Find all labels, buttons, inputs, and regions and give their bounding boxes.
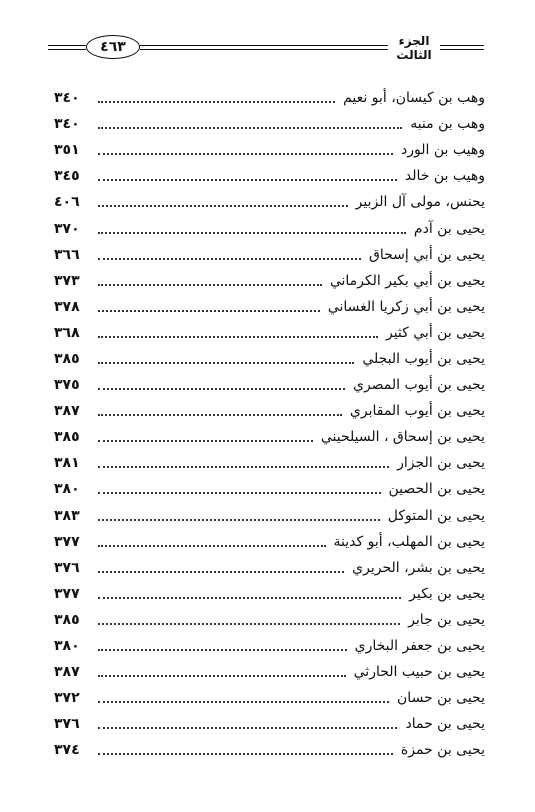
entry-name: يحيى بن حبيب الحارثي bbox=[353, 664, 485, 681]
index-entry bbox=[54, 711, 485, 737]
entry-name: وهيب بن الورد bbox=[401, 142, 485, 159]
index-entry bbox=[54, 85, 485, 111]
dot-leader bbox=[98, 205, 348, 207]
entry-page-number: ٣٧٣ bbox=[54, 272, 80, 289]
entry-page-number: ٣٨٥ bbox=[54, 611, 80, 628]
dot-leader bbox=[98, 727, 397, 729]
entry-name: يحيى بن آدم bbox=[413, 220, 485, 237]
dot-leader bbox=[98, 753, 393, 755]
dot-leader bbox=[98, 649, 347, 651]
dot-leader bbox=[98, 388, 345, 390]
entry-page-number: ٣٧٥ bbox=[54, 377, 80, 394]
entry-page-number: ٣٧٨ bbox=[54, 298, 80, 315]
dot-leader bbox=[98, 701, 389, 703]
dot-leader bbox=[98, 101, 335, 103]
dot-leader bbox=[98, 232, 406, 234]
entry-name: يحيى بن الحصين bbox=[388, 481, 485, 498]
entry-page-number: ٣٤٠ bbox=[54, 90, 80, 107]
entry-page-number: ٣٦٦ bbox=[54, 246, 80, 263]
entry-name: يحيى بن أبي زكريا الغساني bbox=[327, 298, 485, 315]
entry-name: يحيى بن أبي بكير الكرماني bbox=[329, 272, 485, 289]
dot-leader bbox=[98, 466, 389, 468]
entry-page-number: ٣٧٤ bbox=[54, 742, 80, 759]
index-entry bbox=[54, 529, 485, 555]
index-entry bbox=[54, 320, 485, 346]
index-list bbox=[54, 85, 485, 763]
index-entry bbox=[54, 607, 485, 633]
entry-name: يحيى بن الجزار bbox=[397, 455, 485, 472]
dot-leader bbox=[98, 258, 361, 260]
running-title: الجزء الثالث bbox=[396, 34, 432, 62]
dot-leader bbox=[98, 597, 401, 599]
entry-name: يحيى بن أيوب البجلي bbox=[362, 350, 485, 367]
index-entry bbox=[54, 685, 485, 711]
index-entry bbox=[54, 555, 485, 581]
index-entry bbox=[54, 215, 485, 241]
entry-name: وهيب بن خالد bbox=[404, 168, 485, 185]
header-rule-right bbox=[440, 45, 484, 50]
dot-leader bbox=[98, 284, 322, 286]
entry-page-number: ٣٧٢ bbox=[54, 690, 80, 707]
header-rule-middle bbox=[140, 45, 388, 50]
entry-page-number: ٣٨٠ bbox=[54, 481, 80, 498]
entry-page-number: ٣٧٧ bbox=[54, 585, 80, 602]
entry-page-number: ٣٨٠ bbox=[54, 638, 80, 655]
dot-leader bbox=[98, 414, 342, 416]
entry-page-number: ٣٨٧ bbox=[54, 403, 80, 420]
index-entry bbox=[54, 398, 485, 424]
entry-name: يحيى بن إسحاق ، السيلحيني bbox=[320, 429, 485, 446]
entry-name: يحيى بن بشر، الحريري bbox=[352, 559, 485, 576]
dot-leader bbox=[98, 545, 326, 547]
dot-leader bbox=[98, 362, 354, 364]
entry-name: يحيى بن المتوكل bbox=[387, 507, 485, 524]
entry-page-number: ٣٨٣ bbox=[54, 507, 80, 524]
index-entry bbox=[54, 242, 485, 268]
index-entry bbox=[54, 476, 485, 502]
entry-name: يحيى بن حسان bbox=[397, 690, 485, 707]
dot-leader bbox=[98, 310, 320, 312]
entry-name: يحيى بن أبي كثير bbox=[385, 324, 485, 341]
entry-page-number: ٣٨٥ bbox=[54, 429, 80, 446]
index-entry bbox=[54, 633, 485, 659]
dot-leader bbox=[98, 179, 397, 181]
dot-leader bbox=[98, 623, 400, 625]
entry-page-number: ٣٦٨ bbox=[54, 324, 80, 341]
entry-page-number: ٣٨٧ bbox=[54, 664, 80, 681]
page-number: ٤٦٣ bbox=[100, 39, 126, 55]
index-entry bbox=[54, 111, 485, 137]
dot-leader bbox=[98, 127, 402, 129]
index-entry bbox=[54, 659, 485, 685]
index-entry bbox=[54, 137, 485, 163]
index-entry bbox=[54, 372, 485, 398]
dot-leader bbox=[98, 519, 380, 521]
entry-page-number: ٣٨٥ bbox=[54, 350, 80, 367]
dot-leader bbox=[98, 440, 313, 442]
entry-name: يحيى بن أبي إسحاق bbox=[369, 246, 485, 263]
entry-page-number: ٤٠٦ bbox=[54, 194, 80, 211]
page-header bbox=[48, 30, 484, 64]
entry-name: يحيى بن المهلب، أبو كدينة bbox=[333, 533, 485, 550]
dot-leader bbox=[98, 675, 346, 677]
index-entry bbox=[54, 163, 485, 189]
entry-name: يحنس، مولى آل الزبير bbox=[355, 194, 485, 211]
entry-name: يحيى بن حماد bbox=[405, 716, 485, 733]
index-entry bbox=[54, 189, 485, 215]
dot-leader bbox=[98, 492, 381, 494]
dot-leader bbox=[98, 153, 393, 155]
dot-leader bbox=[98, 336, 378, 338]
index-entry bbox=[54, 294, 485, 320]
entry-page-number: ٣٧٦ bbox=[54, 559, 80, 576]
entry-page-number: ٣٤٥ bbox=[54, 168, 80, 185]
index-entry bbox=[54, 737, 485, 763]
index-entry bbox=[54, 581, 485, 607]
entry-page-number: ٣٧٠ bbox=[54, 220, 80, 237]
dot-leader bbox=[98, 571, 344, 573]
index-entry bbox=[54, 503, 485, 529]
index-entry bbox=[54, 268, 485, 294]
entry-name: وهب بن منبه bbox=[410, 116, 485, 133]
index-entry bbox=[54, 450, 485, 476]
index-entry bbox=[54, 424, 485, 450]
entry-name: يحيى بن جعفر البخاري bbox=[354, 638, 485, 655]
page-number-badge bbox=[86, 35, 140, 59]
entry-name: يحيى بن جابر bbox=[408, 611, 485, 628]
entry-name: يحيى بن بكير bbox=[409, 585, 485, 602]
entry-page-number: ٣٨١ bbox=[54, 455, 80, 472]
header-rule-left bbox=[48, 45, 86, 50]
entry-page-number: ٣٥١ bbox=[54, 142, 80, 159]
entry-page-number: ٣٧٦ bbox=[54, 716, 80, 733]
entry-name: وهب بن كيسان، أبو نعيم bbox=[343, 90, 485, 107]
entry-page-number: ٣٧٧ bbox=[54, 533, 80, 550]
entry-name: يحيى بن أيوب المقابري bbox=[349, 403, 485, 420]
entry-name: يحيى بن أيوب المصري bbox=[352, 377, 485, 394]
entry-name: يحيى بن حمزة bbox=[400, 742, 485, 759]
index-entry bbox=[54, 346, 485, 372]
entry-page-number: ٣٤٠ bbox=[54, 116, 80, 133]
